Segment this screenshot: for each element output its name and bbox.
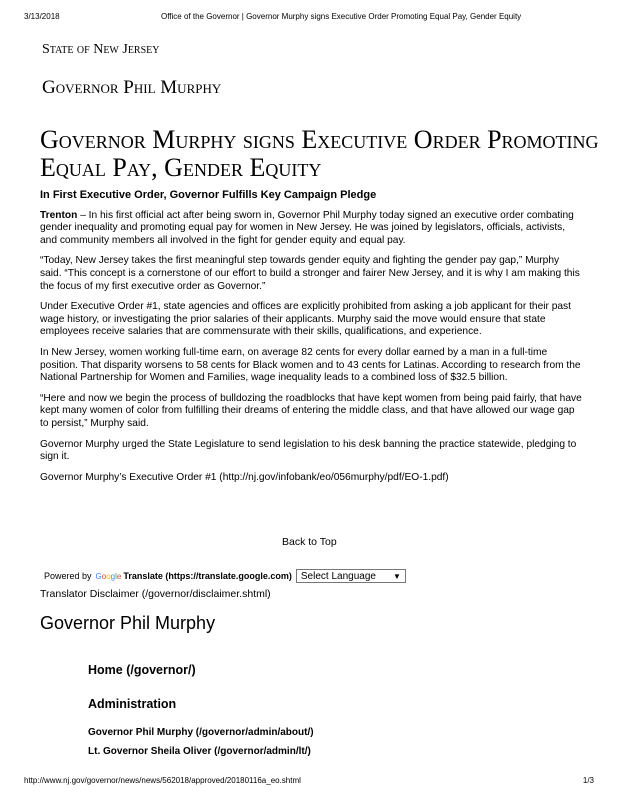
translator-disclaimer-link[interactable]: Translator Disclaimer (/governor/disclaimer.shtml) [40,588,271,600]
translate-link[interactable]: Translate (https://translate.google.com) [123,571,292,581]
language-select[interactable] [296,569,406,583]
footer-title: Governor Phil Murphy [40,613,216,633]
print-date: 3/13/2018 [24,12,60,21]
nav-lt-governor-link[interactable]: Lt. Governor Sheila Oliver (/governor/admin/lt/) [88,746,311,757]
lead-text: – In his first official act after being sworn in, Governor Phil Murphy today signed an executive order combating gender inequality and promoting equal pay for women in New Jersey. He was joined by legislators, officials, activists, and community members all involved in the fight for gender equity and equal pay. [40,209,574,246]
print-page-title: Office of the Governor | Governor Murphy signs Executive Order Promoting Equal Pay, Gender Equity [161,12,522,21]
lead-paragraph [40,210,582,248]
print-page-number: 1/3 [582,776,594,785]
nav-home-link[interactable]: Home (/governor/) [88,663,196,677]
language-select-value: Select Language [300,570,376,582]
chevron-down-icon: ▼ [392,571,401,581]
google-logo: Google [95,571,122,581]
lead-location: Trenton [40,209,78,221]
article-paragraph: Governor Murphy urged the State Legislature to send legislation to his desk banning the practice statewide, pledging to sign it. [40,438,577,463]
state-link[interactable]: State of New Jersey [42,42,160,57]
nav-administration[interactable]: Administration [88,697,177,711]
article-paragraph: “Today, New Jersey takes the first meaningful step towards gender equity and fighting the gender pay gap,” Murphy said. “This concept is a cornerstone of our effort to build a stronger and fairer New Jersey, and it is why I am making this the focus of my first executive order as Governor.” [40,255,580,292]
article-paragraph: In New Jersey, women working full-time earn, on average 82 cents for every dollar earned by a man in a full-time position. That disparity worsens to 58 cents for Black women and to 43 cents for Latinas. According to research from the National Partnership for Women and Families, wage inequality leads to a combined loss of $32.5 billion. [40,346,581,384]
article-paragraph: “Here and now we begin the process of bulldozing the roadblocks that have kept women from being paid fairly, that have kept many women of color from fulfilling their dreams of entering the middle class, and that have allowed our wage gap to persist,” Murphy said. [40,392,582,429]
article-body [40,189,582,492]
back-to-top-link[interactable]: Back to Top [282,536,337,548]
article-title: Governor Murphy signs Executive Order Promoting Equal Pay, Gender Equity [40,125,599,182]
translate-widget [44,569,406,583]
article-subhead: In First Executive Order, Governor Fulfills Key Campaign Pledge [40,189,377,201]
powered-by-label: Powered by [44,571,92,581]
article-paragraph: Under Executive Order #1, state agencies and offices are explicitly prohibited from asking a job applicant for their past wage history, or investigating the prior salaries of their applicants. Murphy said the move would ensure that state employees receive salaries that are commensurate with their skills, qualifications, and experience. [40,301,571,338]
nav-governor-link[interactable]: Governor Phil Murphy (/governor/admin/about/) [88,727,314,738]
executive-order-link[interactable]: Governor Murphy’s Executive Order #1 (http://nj.gov/infobank/eo/056murphy/pdf/EO-1.pdf) [40,471,449,483]
print-url: http://www.nj.gov/governor/news/news/562018/approved/20180116a_eo.shtml [24,776,301,785]
governor-site-title[interactable]: Governor Phil Murphy [42,77,222,98]
